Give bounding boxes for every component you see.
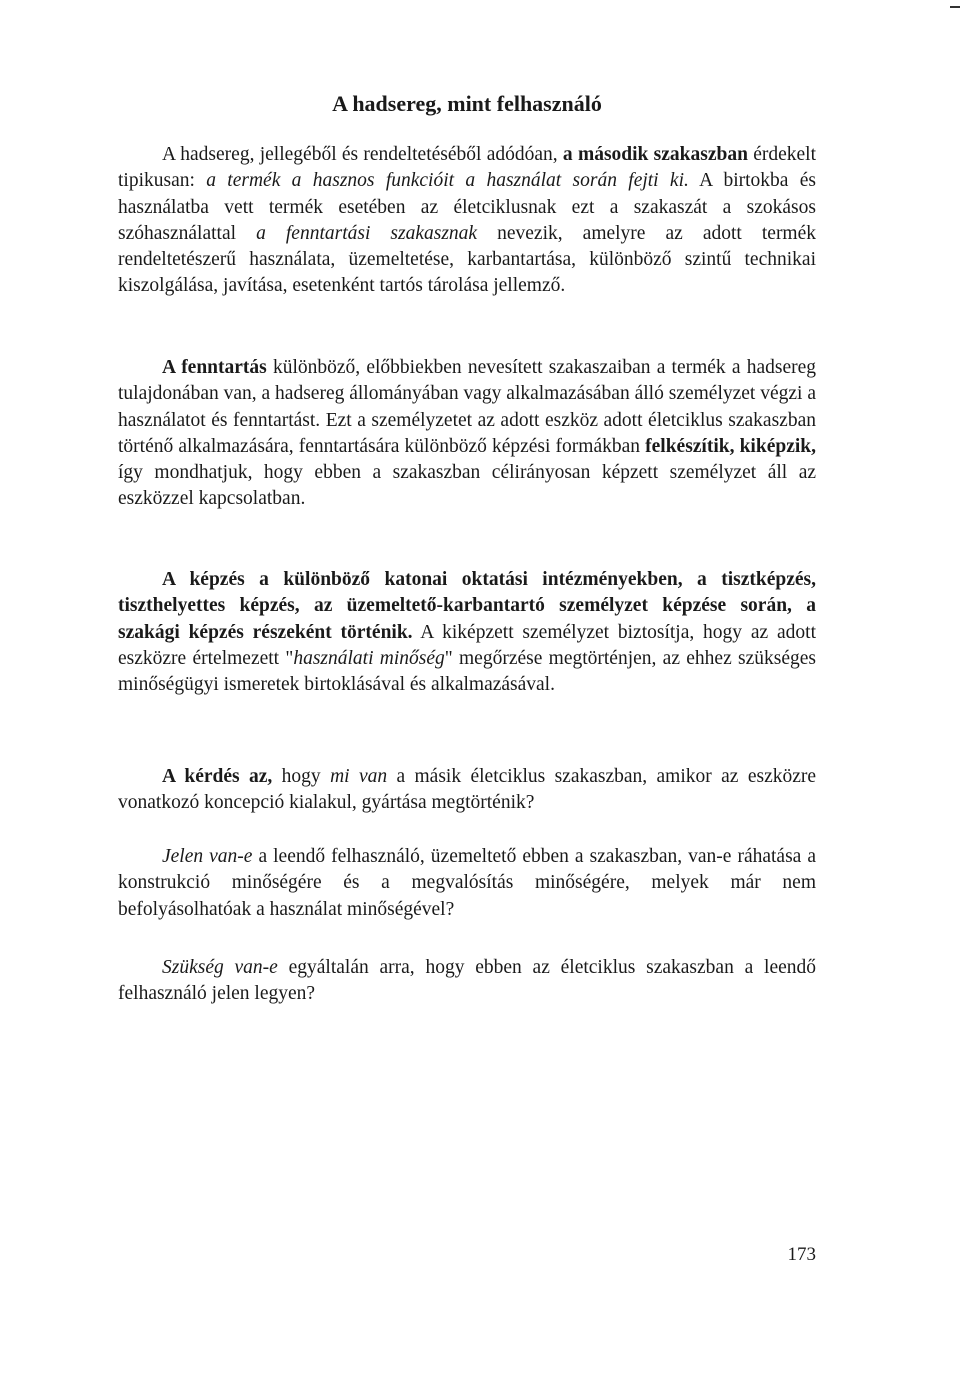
text-run: A képzés a különböző katonai oktatási intézményekben, a tisztképzés, tiszthelyettes képzés, az üzemeltető-karbantartó személyzet képzése során, a szakági képzés részeként történik.: [118, 569, 816, 643]
text-run: a leendő felhasználó, üzemeltető ebben a szakaszban, van-e ráhatása a konstrukció minőségére és a megvalósítás minőségére, melyek már nem befolyásolhatóak a használat minőségével?: [118, 846, 816, 920]
text-run: A hadsereg, jellegéből és rendeltetéséből adódóan,: [162, 144, 563, 165]
text-run: A birtokba és használatba vett termék esetében az életciklusnak ezt a szakaszát a szokásos szóhasználattal: [118, 170, 816, 244]
text-run: a fenntartási szakasznak: [256, 222, 478, 244]
text-run: Szükség van-e: [162, 957, 278, 978]
page-title: A hadsereg, mint felhasználó: [332, 91, 602, 116]
text-run: így mondhatjuk, hogy ebben a szakaszban célirányosan képzett személyzet áll az eszközzel kapcsolatban.: [118, 462, 816, 510]
text-run: a másik életciklus szakaszban, amikor az eszközre vonatkozó koncepció kialakul, gyártása megtörténik?: [118, 766, 817, 814]
text-run: egyáltalán arra, hogy ebben az életciklus szakaszban a leendő felhasználó jelen legyen?: [118, 957, 817, 1005]
text-run: különböző, előbbiekben nevesített szakaszaiban a termék a hadsereg tulajdonában van, a hadsereg állományában vagy alkalmazásában álló személyzet végzi a használatot és fenntartást. Ezt a személyzetet az adott eszköz adott életciklus szakaszban történő alkalmazására, fenntartására különböző képzési formákban: [118, 357, 816, 457]
paragraph-necessity: [118, 955, 816, 1008]
text-run: A kiképzett személyzet biztosítja, hogy az adott eszközre értelmezett ": [118, 621, 817, 669]
text-run: hogy: [272, 766, 331, 787]
text-run: mi van: [330, 766, 388, 787]
paragraph-training: [118, 567, 816, 698]
paragraph-intro: [118, 142, 816, 300]
text-run: " megőrzése megtörténjen, az ehhez szükséges minőségügyi ismeretek birtoklásával és alkalmazásával.: [118, 647, 816, 696]
text-run: érdekelt tipikusan:: [118, 144, 817, 192]
document-page: [118, 0, 816, 1382]
paragraph-present: [118, 844, 816, 923]
text-run: felkészítik, kiképzik,: [645, 435, 816, 457]
paragraph-maintenance: [118, 355, 816, 513]
text-run: a termék a hasznos funkcióit a használat során fejti ki.: [206, 170, 689, 192]
text-run: Jelen van-e: [162, 846, 253, 867]
text-run: A fenntartás: [162, 357, 267, 378]
page-number: 173: [787, 1244, 816, 1265]
text-run: használati minőség: [293, 647, 445, 669]
text-run: a második szakaszban: [562, 144, 748, 165]
paragraph-question: [118, 764, 816, 817]
page-edge-mark: [950, 6, 960, 8]
text-run: A kérdés az,: [162, 766, 273, 787]
text-run: nevezik, amelyre az adott termék rendeltetészerű használata, üzemeltetése, karbantartása, különböző szintű technikai kiszolgálása, javítása, esetenként tartós tárolása jellemző.: [118, 222, 817, 297]
